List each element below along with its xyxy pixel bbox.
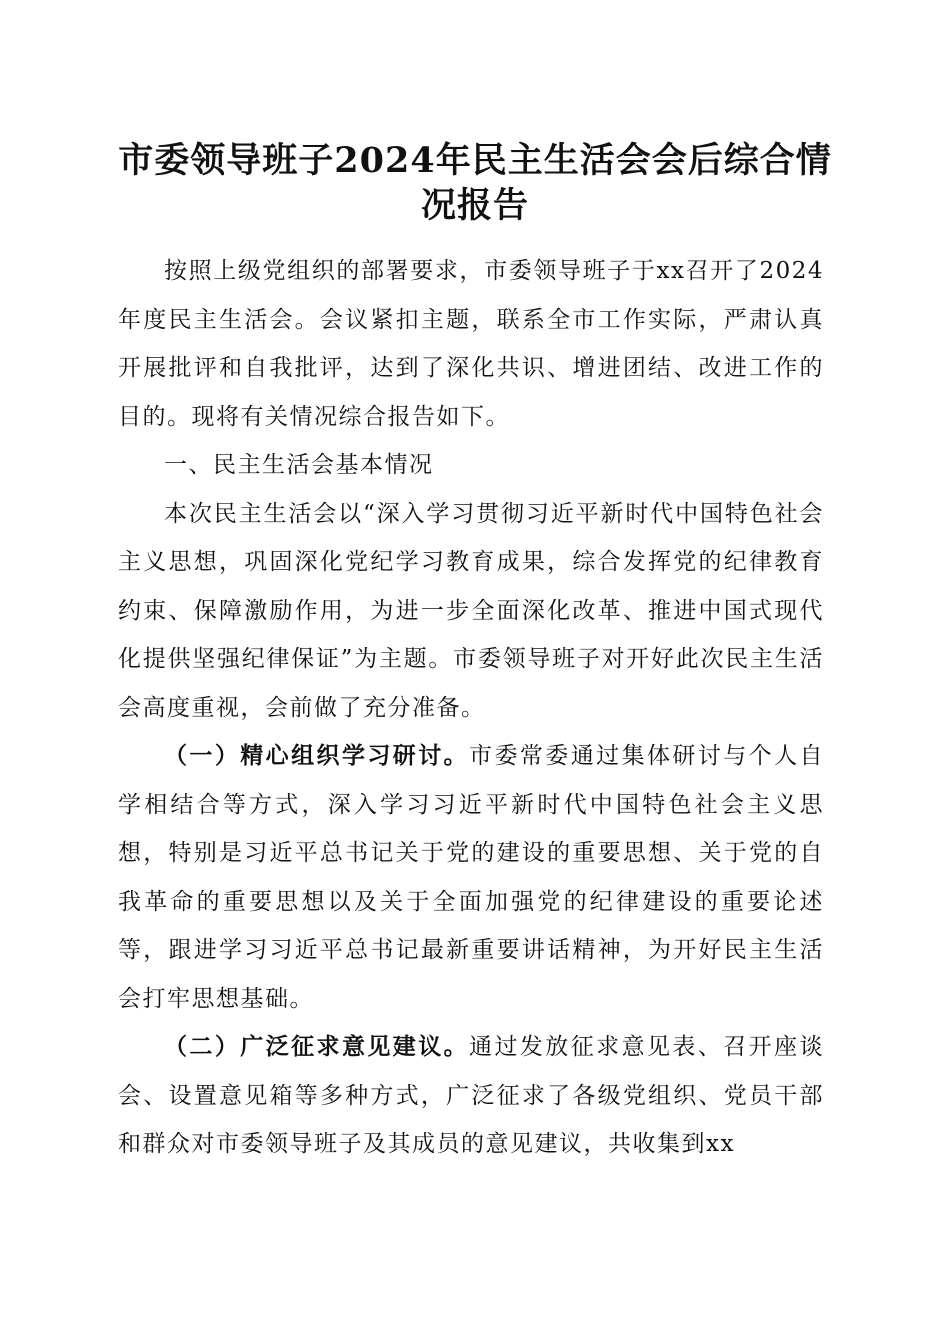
item-1-paragraph — [118, 732, 824, 1023]
section-1-heading: 一、民主生活会基本情况 — [164, 452, 434, 478]
section-1-paragraph: 本次民主生活会以“深入学习贯彻习近平新时代中国特色社会主义思想，巩固深化党纪学习教育成果，综合发挥党的纪律教育约束、保障激励作用，为进一步全面深化改革、推进中国式现代化提供坚强纪律保证”为主题。市委领导班子对开好此次民主生活会高度重视，会前做了充分准备。 — [118, 500, 824, 721]
item-2-paragraph — [118, 1023, 824, 1169]
item-1-lead: （一）精心组织学习研讨。 — [164, 742, 470, 769]
intro-paragraph: 按照上级党组织的部署要求，市委领导班子于xx召开了2024年度民主生活会。会议紧扣主题，联系全市工作实际，严肃认真开展批评和自我批评，达到了深化共识、增进团结、改进工作的目的。现将有关情况综合报告如下。 — [118, 258, 824, 430]
item-2-text: 通过发放征求意见表、召开座谈会、设置意见箱等多种方式，广泛征求了各级党组织、党员干部和群众对市委领导班子及其成员的意见建议，共收集到xx — [118, 1034, 825, 1157]
document-title — [110, 138, 840, 228]
title-line-2: 况报告 — [420, 185, 529, 226]
document-body — [118, 247, 824, 1169]
title-line-1: 市委领导班子2024年民主生活会会后综合情 — [118, 140, 832, 181]
item-2-lead: （二）广泛征求意见建议。 — [164, 1033, 470, 1060]
item-1-text: 市委常委通过集体研讨与个人自学相结合等方式，深入学习习近平新时代中国特色社会主义思想，特别是习近平总书记关于党的建设的重要思想、关于党的自我革命的重要思想以及关于全面加强党的纪律建设的重要论述等，跟进学习习近平总书记最新重要讲话精神，为开好民主生活会打牢思想基础。 — [118, 743, 825, 1012]
